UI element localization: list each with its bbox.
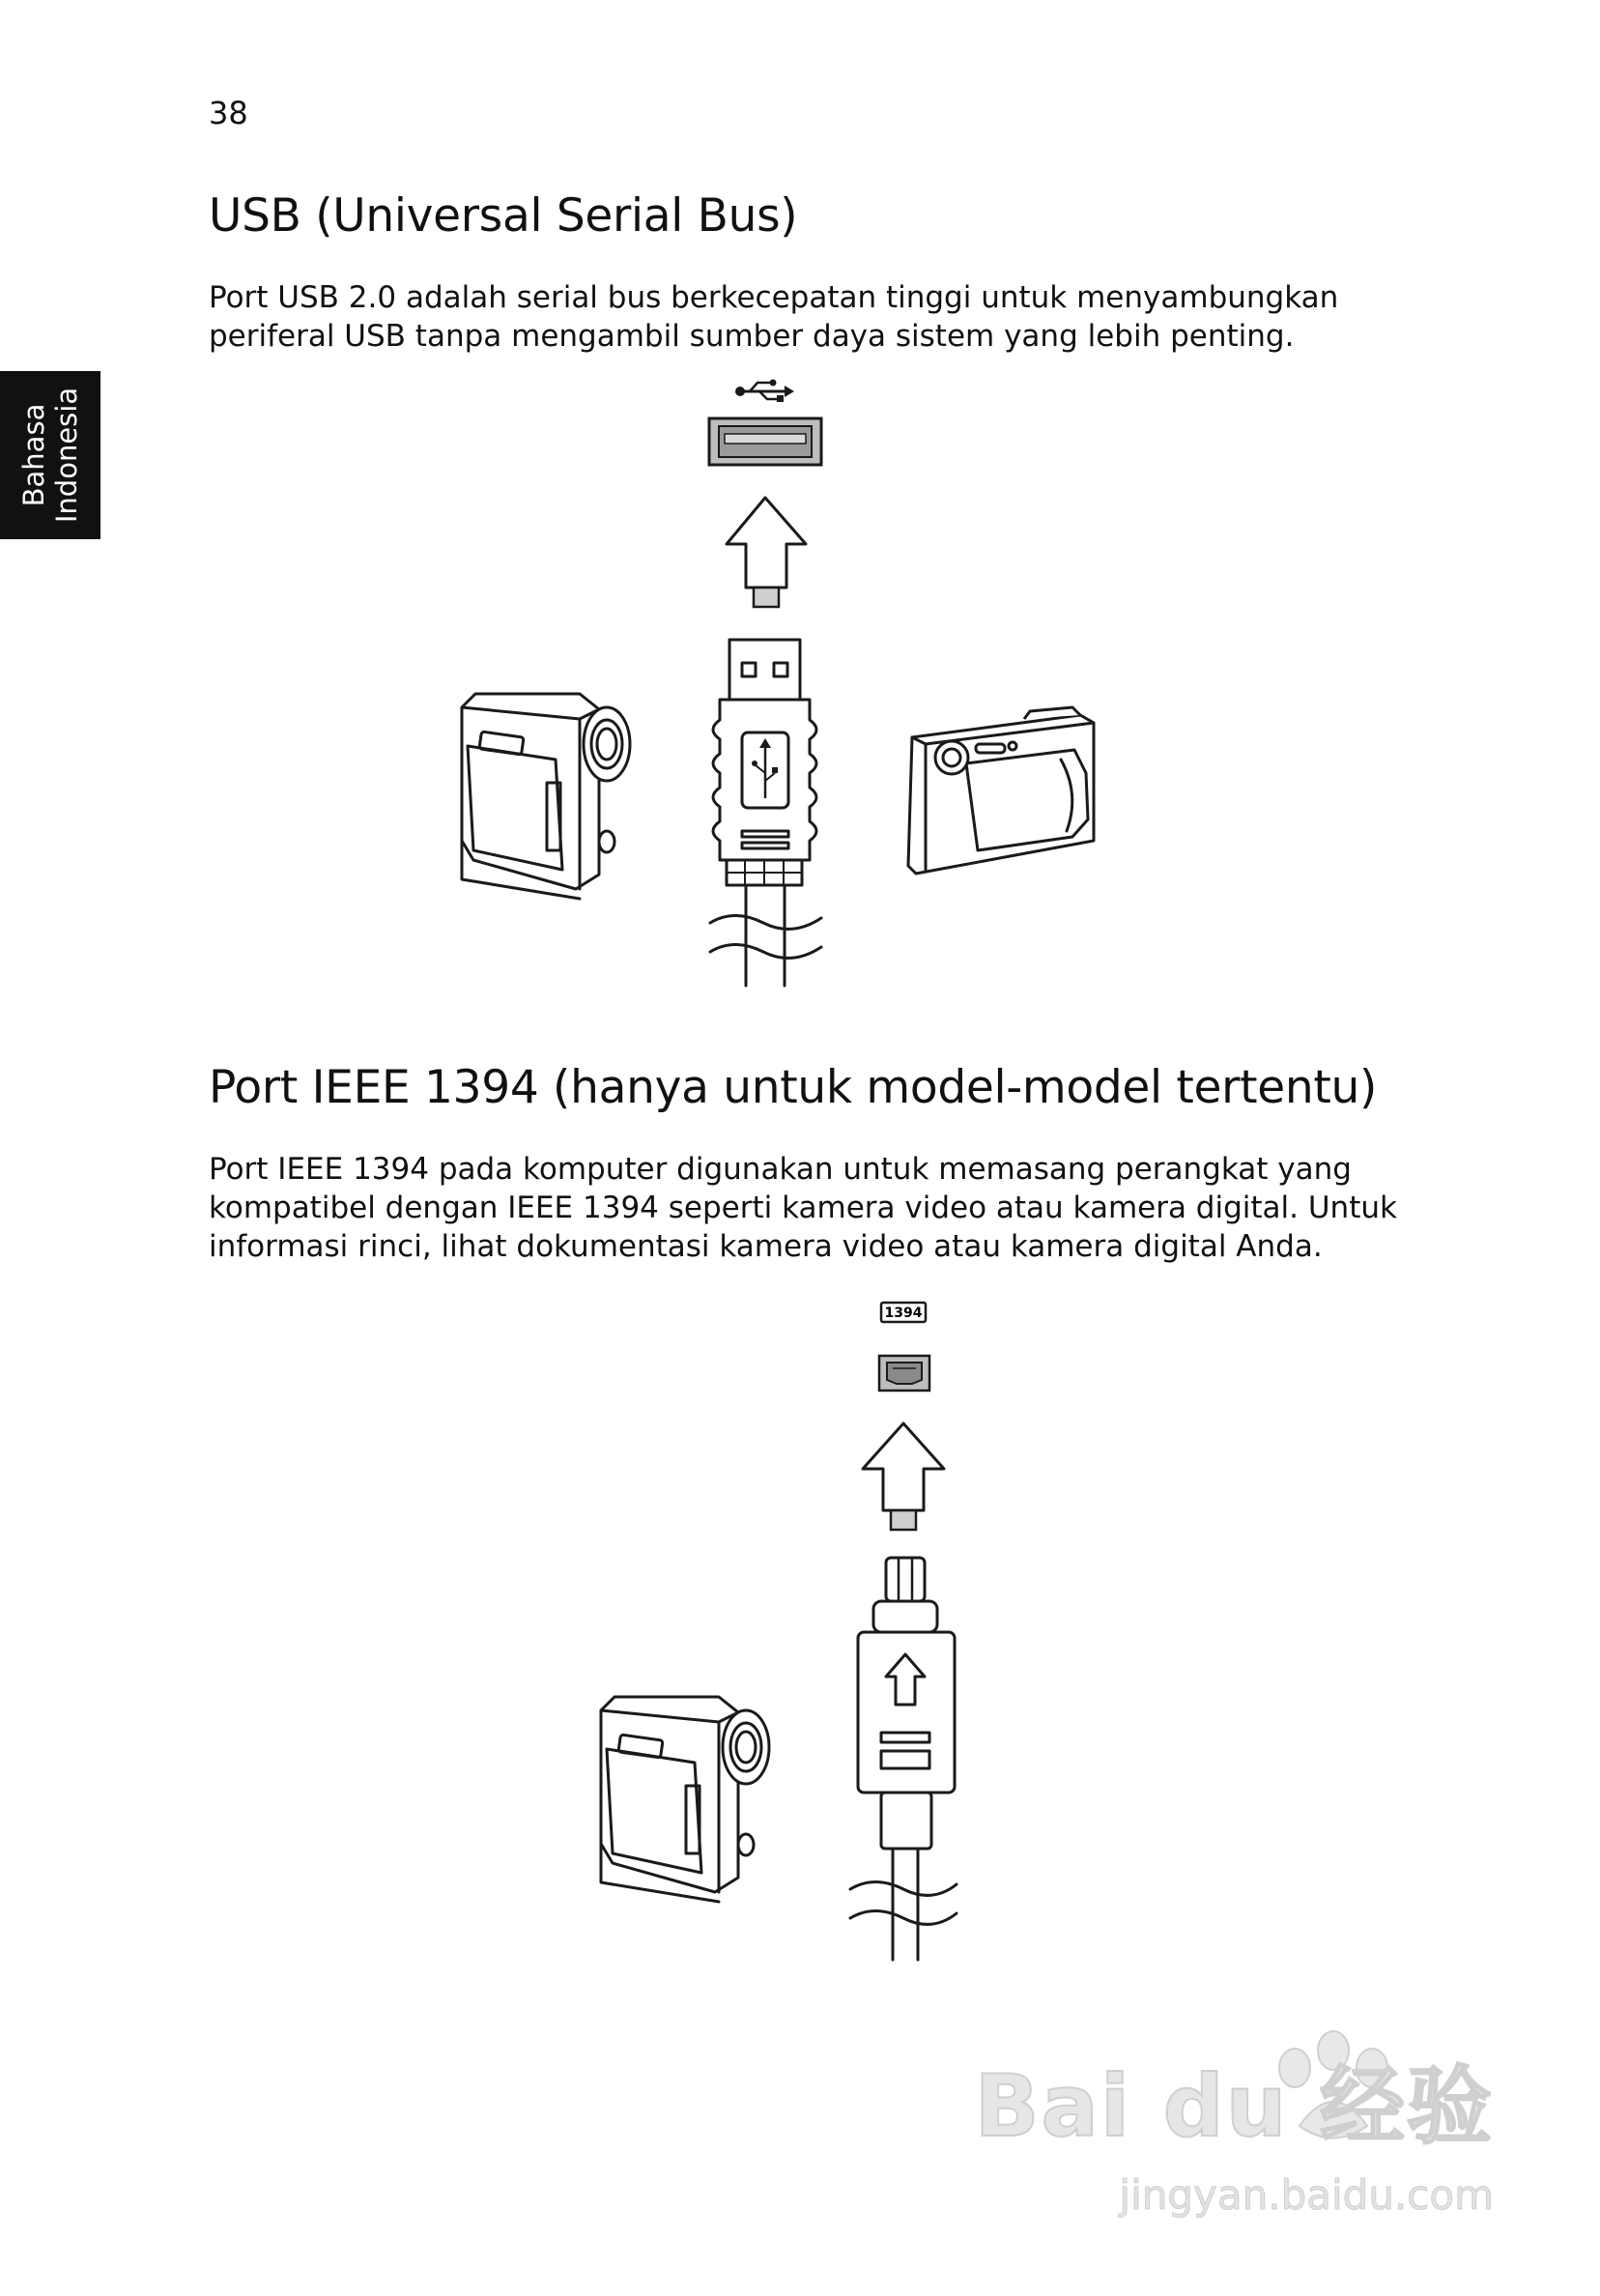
language-label-line1: Bahasa: [17, 403, 50, 507]
ieee1394-description-line: Port IEEE 1394 pada komputer digunakan untuk memasang perangkat yang: [209, 1152, 1352, 1187]
ieee1394-label-text: 1394: [884, 1306, 923, 1321]
ieee1394-port-icon: [879, 1356, 929, 1391]
watermark-brand: Bai du 经验: [974, 2056, 1494, 2156]
ieee1394-port-label: [881, 1303, 926, 1322]
page-number: 38: [209, 95, 248, 131]
ieee1394-plug-icon: [850, 1558, 957, 1960]
ieee1394-description-line: kompatibel dengan IEEE 1394 seperti kamera video atau kamera digital. Untuk: [209, 1191, 1397, 1225]
ieee1394-description-line: informasi rinci, lihat dokumentasi kamera video atau kamera digital Anda.: [209, 1229, 1323, 1264]
arrow-up-icon: [863, 1423, 944, 1530]
usb-description-line: periferal USB tanpa mengambil sumber daya sistem yang lebih penting.: [209, 319, 1295, 354]
usb-section-title: USB (Universal Serial Bus): [209, 189, 798, 243]
watermark-url: jingyan.baidu.com: [1119, 2171, 1494, 2219]
usb-description-line: Port USB 2.0 adalah serial bus berkecepatan tinggi untuk menyambungkan: [209, 280, 1339, 315]
ieee1394-section-title: Port IEEE 1394 (hanya untuk model-model tertentu): [209, 1061, 1378, 1114]
camcorder-icon: [601, 1697, 769, 1902]
language-label-line2: Indonesia: [50, 387, 83, 524]
